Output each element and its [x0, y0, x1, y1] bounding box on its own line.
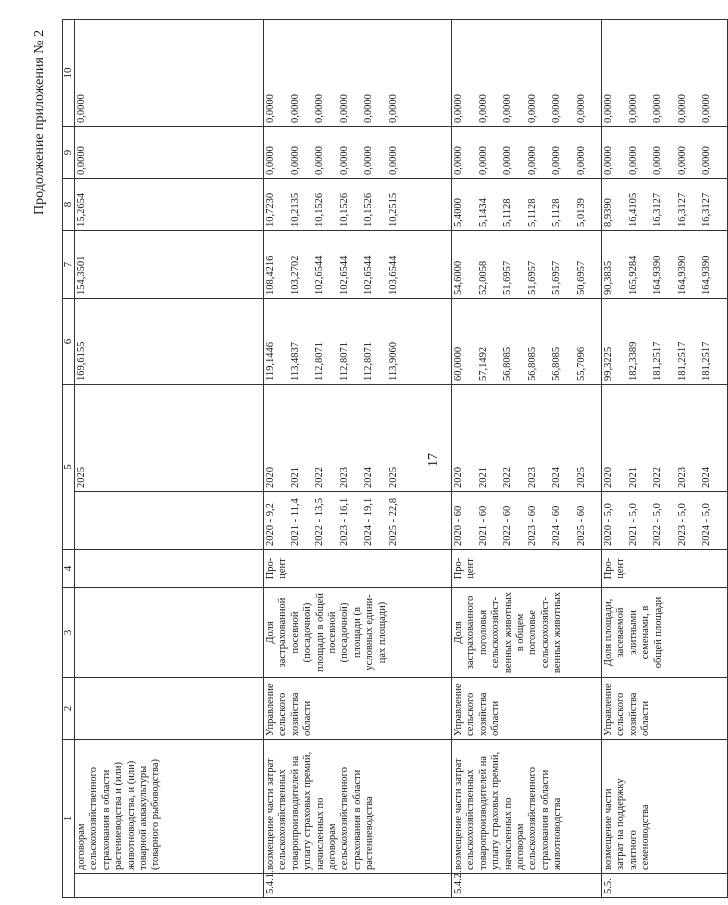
year-values-value: 2020	[265, 467, 276, 488]
col7-values-value: 165,9284	[627, 255, 639, 295]
col10-values-value: 0,0000	[265, 94, 276, 123]
unit: Про- цент	[602, 550, 728, 588]
header-col-9: 9	[63, 127, 75, 179]
appendix-caption: Продолжение приложения № 2	[32, 29, 47, 215]
col10-values-value: 0,0000	[526, 94, 538, 123]
executor: Управление сельского хозяйства области	[452, 678, 602, 740]
year-values-value: 2024	[551, 467, 562, 488]
year-values-value: 2021	[289, 467, 301, 488]
year-values-value: 2022	[314, 467, 325, 488]
col6-values-value: 119,1446	[265, 342, 276, 381]
target-values-value: 2020 - 60	[453, 505, 464, 546]
col7-values	[452, 231, 602, 299]
year-values-value: 2023	[526, 467, 538, 488]
target-values	[602, 492, 728, 550]
target-values	[452, 492, 602, 550]
col6-values-value: 55,7096	[575, 346, 587, 381]
col10-values-value: 0,0000	[701, 94, 712, 123]
target-values	[264, 492, 452, 550]
col6-values-value: 56,8085	[551, 346, 562, 381]
measure-number: 5.4.2.	[452, 874, 602, 898]
col6-values	[602, 299, 728, 385]
indicator: Доля застрахованной посевной (посадочной) площади в общей посевной (посадочной) площади (в условных едини- цах площади)	[264, 588, 452, 678]
col9-values-value: 0,0000	[363, 146, 374, 175]
col9-values	[452, 127, 602, 179]
col8-values-value: 5,1128	[551, 198, 562, 227]
executor: Управление сельского хозяйства области	[602, 678, 728, 740]
col7-values-value: 164,9390	[701, 255, 712, 295]
header-col-5: 5	[63, 385, 75, 550]
col7-values-value: 108,4216	[265, 255, 276, 295]
col6-values-value: 182,3389	[627, 341, 639, 381]
col9-values-value: 0,0000	[477, 146, 489, 175]
col7-values-value: 51,6957	[551, 260, 562, 295]
col9-values-value: 0,0000	[603, 146, 614, 175]
col7-values-value: 102,6544	[314, 255, 325, 295]
continuation-year: 2025	[75, 385, 264, 492]
col6-values-value: 112,8071	[338, 342, 350, 381]
measure-number: 5.4.1.	[264, 874, 452, 898]
col9-values-value: 0,0000	[551, 146, 562, 175]
target-values-value: 2022 - 60	[502, 505, 513, 546]
col7-values-value: 54,6000	[453, 260, 464, 295]
col8-values-value: 10,7230	[265, 192, 276, 227]
col9-values-value: 0,0000	[453, 146, 464, 175]
col10-values-value: 0,0000	[477, 94, 489, 123]
col6-values-value: 181,2517	[701, 341, 712, 381]
col8-values	[602, 179, 728, 231]
target-values-value: 2024 - 19,1	[363, 497, 374, 546]
year-values	[602, 385, 728, 492]
measure-name: возмещение части затрат сельскохозяйственных товаропроизводителей на уплату страховых премий, начисленных по договорам сельскохозяйственного страхования в области растениеводства	[264, 740, 452, 874]
col6-values-value: 57,1492	[477, 346, 489, 381]
target-values-value: 2021 - 5,0	[627, 503, 639, 546]
col7-values	[264, 231, 452, 299]
col8-values-value: 16,3127	[701, 192, 712, 227]
target-values-value: 2025 - 22,8	[387, 497, 399, 546]
target-values-value: 2020 - 5,0	[603, 503, 614, 546]
col10-values-value: 0,0000	[338, 94, 350, 123]
col7-values-value: 51,6957	[526, 260, 538, 295]
col9-values-value: 0,0000	[265, 146, 276, 175]
col7-values	[602, 231, 728, 299]
col8-values	[264, 179, 452, 231]
col6-values-value: 113,9060	[387, 342, 399, 381]
col9-values-value: 0,0000	[526, 146, 538, 175]
col8-values-value: 16,4105	[627, 192, 639, 227]
col6-values-value: 112,8071	[314, 342, 325, 381]
header-col-8: 8	[63, 179, 75, 231]
target-values-value: 2023 - 60	[526, 505, 538, 546]
unit: Про- цент	[452, 550, 602, 588]
col8-values-value: 10,1526	[338, 192, 350, 227]
year-values-value: 2022	[652, 467, 663, 488]
col10-values-value: 0,0000	[502, 94, 513, 123]
col8-values-value: 10,2515	[387, 192, 399, 227]
col6-values	[452, 299, 602, 385]
col8-values-value: 10,2135	[289, 192, 301, 227]
target-values-value: 2024 - 5,0	[701, 503, 712, 546]
year-values	[452, 385, 602, 492]
col6-values-value: 56,8085	[502, 346, 513, 381]
col10-values-value: 0,0000	[551, 94, 562, 123]
col10-values-value: 0,0000	[363, 94, 374, 123]
continuation-name: договорам сельскохозяйственного страхования в области растениеводства и (или) животноводства, и (или) товарной аквакультуры (товарного рыбоводства)	[75, 740, 264, 874]
target-values-value: 2021 - 11,4	[289, 498, 301, 546]
continuation-v9: 0,0000	[75, 127, 264, 179]
col10-values-value: 0,0000	[575, 94, 587, 123]
continuation-v7: 154,3501	[75, 231, 264, 299]
col9-values-value: 0,0000	[338, 146, 350, 175]
executor: Управление сельского хозяйства области	[264, 678, 452, 740]
col7-values-value: 51,6957	[502, 260, 513, 295]
col9-values-value: 0,0000	[676, 146, 688, 175]
year-values-value: 2021	[477, 467, 489, 488]
col7-values-value: 103,2702	[289, 255, 301, 295]
col7-values-value: 102,6544	[338, 255, 350, 295]
col8-values-value: 5,0139	[575, 198, 587, 227]
continuation-v8: 15,2654	[75, 179, 264, 231]
measure-name: возмещение части затрат сельскохозяйственных товаропроизводителей на уплату страховых премий, начисленных по договорам сельскохозяйственного страхования в области животноводства	[452, 740, 602, 874]
col7-values-value: 52,0058	[477, 260, 489, 295]
continuation-row	[75, 20, 264, 898]
col10-values-value: 0,0000	[603, 94, 614, 123]
col10-values-value: 0,0000	[453, 94, 464, 123]
target-values-value: 2022 - 5,0	[652, 503, 663, 546]
col8-values-value: 8,9390	[603, 198, 614, 227]
col8-values-value: 16,3127	[676, 192, 688, 227]
col8-values-value: 16,3127	[652, 192, 663, 227]
year-values-value: 2023	[338, 467, 350, 488]
header-col-6: 6	[63, 299, 75, 385]
header-col-3: 3	[63, 588, 75, 678]
header-col-4: 4	[63, 550, 75, 588]
col8-values-value: 10,1526	[363, 192, 374, 227]
year-values-value: 2021	[627, 467, 639, 488]
col6-values-value: 60,0000	[453, 346, 464, 381]
year-values-value: 2023	[676, 467, 688, 488]
col9-values	[602, 127, 728, 179]
col9-values-value: 0,0000	[314, 146, 325, 175]
year-values-value: 2025	[387, 467, 399, 488]
row-5-5	[602, 20, 728, 898]
col7-values-value: 164,9390	[652, 255, 663, 295]
col10-values	[264, 20, 452, 127]
col9-values-value: 0,0000	[502, 146, 513, 175]
year-values-value: 2022	[502, 467, 513, 488]
unit: Про- цент	[264, 550, 452, 588]
col8-values	[452, 179, 602, 231]
row-5-4-2	[452, 20, 602, 898]
col8-values-value: 5,1128	[526, 198, 538, 227]
col9-values-value: 0,0000	[627, 146, 639, 175]
col9-values-value: 0,0000	[387, 146, 399, 175]
col8-values-value: 10,1526	[314, 192, 325, 227]
col10-values-value: 0,0000	[314, 94, 325, 123]
col10-values-value: 0,0000	[676, 94, 688, 123]
col6-values-value: 113,4837	[289, 342, 301, 381]
program-table	[62, 19, 728, 898]
col9-values-value: 0,0000	[701, 146, 712, 175]
col7-values-value: 164,9390	[676, 255, 688, 295]
header-col-2: 2	[63, 678, 75, 740]
col9-values-value: 0,0000	[289, 146, 301, 175]
year-values-value: 2020	[453, 467, 464, 488]
col6-values-value: 181,2517	[676, 341, 688, 381]
col9-values-value: 0,0000	[652, 146, 663, 175]
col6-values-value: 181,2517	[652, 341, 663, 381]
target-values-value: 2023 - 16,1	[338, 497, 350, 546]
col10-values	[602, 20, 728, 127]
col6-values-value: 112,8071	[363, 342, 374, 381]
target-values-value: 2022 - 13,5	[314, 497, 325, 546]
col10-values-value: 0,0000	[627, 94, 639, 123]
continuation-v6: 169,6155	[75, 299, 264, 385]
header-row	[63, 20, 75, 898]
col10-values-value: 0,0000	[289, 94, 301, 123]
col7-values-value: 90,3835	[603, 260, 614, 295]
year-values-value: 2024	[701, 467, 712, 488]
indicator: Доля площади, засеваемой элитными семенами, в общей площади	[602, 588, 728, 678]
header-col-1: 1	[63, 740, 75, 898]
year-values-value: 2024	[363, 467, 374, 488]
target-values-value: 2025 - 60	[575, 505, 587, 546]
target-values-value: 2021 - 60	[477, 505, 489, 546]
col10-values	[452, 20, 602, 127]
page-number: 17	[426, 453, 441, 467]
continuation-v10: 0,0000	[75, 20, 264, 127]
col7-values-value: 50,6957	[575, 260, 587, 295]
col6-values-value: 99,3225	[603, 346, 614, 381]
col6-values-value: 56,8085	[526, 346, 538, 381]
col7-values-value: 103,6544	[387, 255, 399, 295]
target-values-value: 2023 - 5,0	[676, 503, 688, 546]
col7-values-value: 102,6544	[363, 255, 374, 295]
indicator: Доля застрахованного поголовья сельскохозяйст- венных животных в общем поголовье сельскохозяйст- венных животных	[452, 588, 602, 678]
col10-values-value: 0,0000	[387, 94, 399, 123]
col8-values-value: 5,1434	[477, 198, 489, 227]
year-values-value: 2020	[603, 467, 614, 488]
col8-values-value: 5,4000	[453, 198, 464, 227]
measure-name: возмещение части затрат на поддержку элитного семеноводства	[602, 740, 728, 874]
header-col-7: 7	[63, 231, 75, 299]
row-5-4-1	[264, 20, 452, 898]
col9-values-value: 0,0000	[575, 146, 587, 175]
target-values-value: 2020 - 9,2	[265, 503, 276, 546]
header-col-10: 10	[63, 20, 75, 127]
col10-values-value: 0,0000	[652, 94, 663, 123]
col9-values	[264, 127, 452, 179]
col6-values	[264, 299, 452, 385]
target-values-value: 2024 - 60	[551, 505, 562, 546]
year-values	[264, 385, 452, 492]
measure-number: 5.5.	[602, 874, 728, 898]
col8-values-value: 5,1128	[502, 198, 513, 227]
year-values-value: 2025	[575, 467, 587, 488]
